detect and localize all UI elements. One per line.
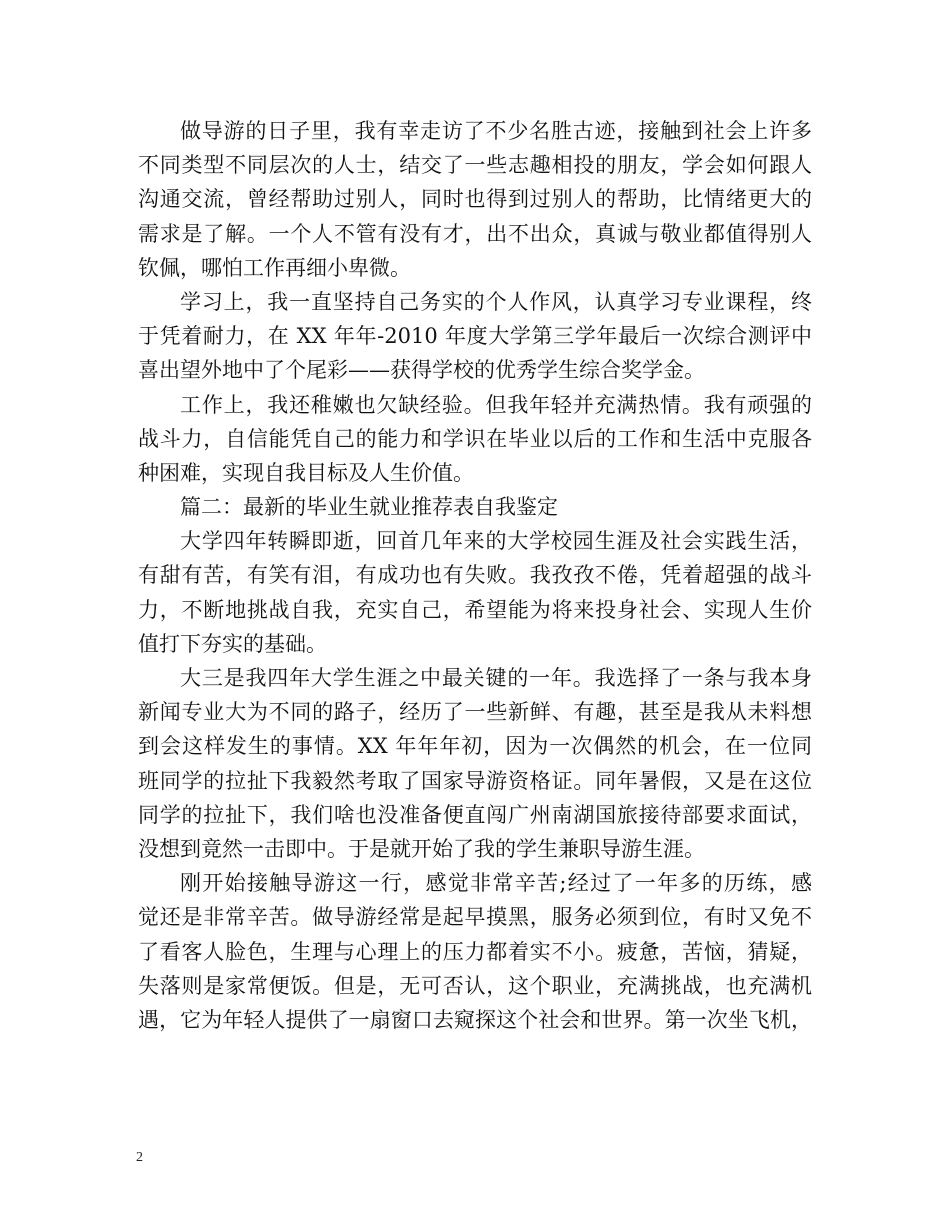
text-line: 大学四年转瞬即逝，回首几年来的大学校园生涯及社会实践生活，: [180, 529, 812, 554]
text-line: 没想到竟然一击即中。于是就开始了我的学生兼职导游生涯。: [138, 836, 705, 861]
document-body: [138, 114, 812, 1037]
text-line: 大三是我四年大学生涯之中最关键的一年。我选择了一条与我本身: [180, 666, 812, 690]
text-line: 沟通交流，曾经帮助过别人，同时也得到过别人的帮助，比情绪更大的: [138, 187, 812, 212]
text-line: 到会这样发生的事情。XX 年年年初，因为一次偶然的机会，在一位同: [138, 734, 812, 759]
text-line: 工作上，我还稚嫩也欠缺经验。但我年轻并充满热情。我有顽强的: [180, 392, 812, 417]
text-line: 喜出望外地中了个尾彩——获得学校的优秀学生综合奖学金。: [138, 358, 705, 383]
text-line: 学习上，我一直坚持自己务实的个人作风，认真学习专业课程，终: [180, 289, 812, 314]
text-line: 有甜有苦，有笑有泪，有成功也有失败。我孜孜不倦，凭着超强的战斗: [138, 563, 812, 588]
text-line: 做导游的日子里，我有幸走访了不少名胜古迹，接触到社会上许多: [180, 119, 812, 143]
text-line: 钦佩，哪怕工作再细小卑微。: [138, 255, 411, 280]
text-line: 新闻专业大为不同的路子，经历了一些新鲜、有趣，甚至是我从未料想: [138, 700, 812, 725]
text-line: 同学的拉扯下，我们啥也没准备便直闯广州南湖国旅接待部要求面试，: [138, 802, 812, 827]
text-line: 觉还是非常辛苦。做导游经常是起早摸黑，服务必须到位，有时又免不: [138, 905, 812, 930]
text-line: 不同类型不同层次的人士，结交了一些志趣相投的朋友，学会如何跟人: [138, 153, 812, 178]
text-line: 遇，它为年轻人提供了一扇窗口去窥探这个社会和世界。第一次坐飞机，: [138, 1007, 812, 1032]
text-line: 刚开始接触导游这一行，感觉非常辛苦;经过了一年多的历练，感: [180, 871, 812, 896]
page-number: 2: [136, 1150, 143, 1165]
section-heading: 篇二：最新的毕业生就业推荐表自我鉴定: [180, 495, 558, 520]
text-line: 战斗力，自信能凭自己的能力和学识在毕业以后的工作和生活中克服各: [138, 426, 812, 451]
text-line: 需求是了解。一个人不管有没有才，出不出众，真诚与敬业都值得别人: [138, 221, 812, 246]
text-line: 值打下夯实的基础。: [138, 631, 327, 656]
text-line: 于凭着耐力，在 XX 年年-2010 年度大学第三学年最后一次综合测评中: [138, 324, 812, 349]
text-line: 失落则是家常便饭。但是，无可否认，这个职业，充满挑战，也充满机: [138, 973, 812, 998]
text-line: 力，不断地挑战自我，充实自己，希望能为将来投身社会、实现人生价: [138, 597, 812, 622]
text-line: 了看客人脸色，生理与心理上的压力都着实不小。疲惫，苦恼，猜疑，: [138, 939, 812, 964]
text-line: 班同学的拉扯下我毅然考取了国家导游资格证。同年暑假，又是在这位: [138, 768, 812, 793]
text-line: 种困难，实现自我目标及人生价值。: [138, 460, 474, 485]
